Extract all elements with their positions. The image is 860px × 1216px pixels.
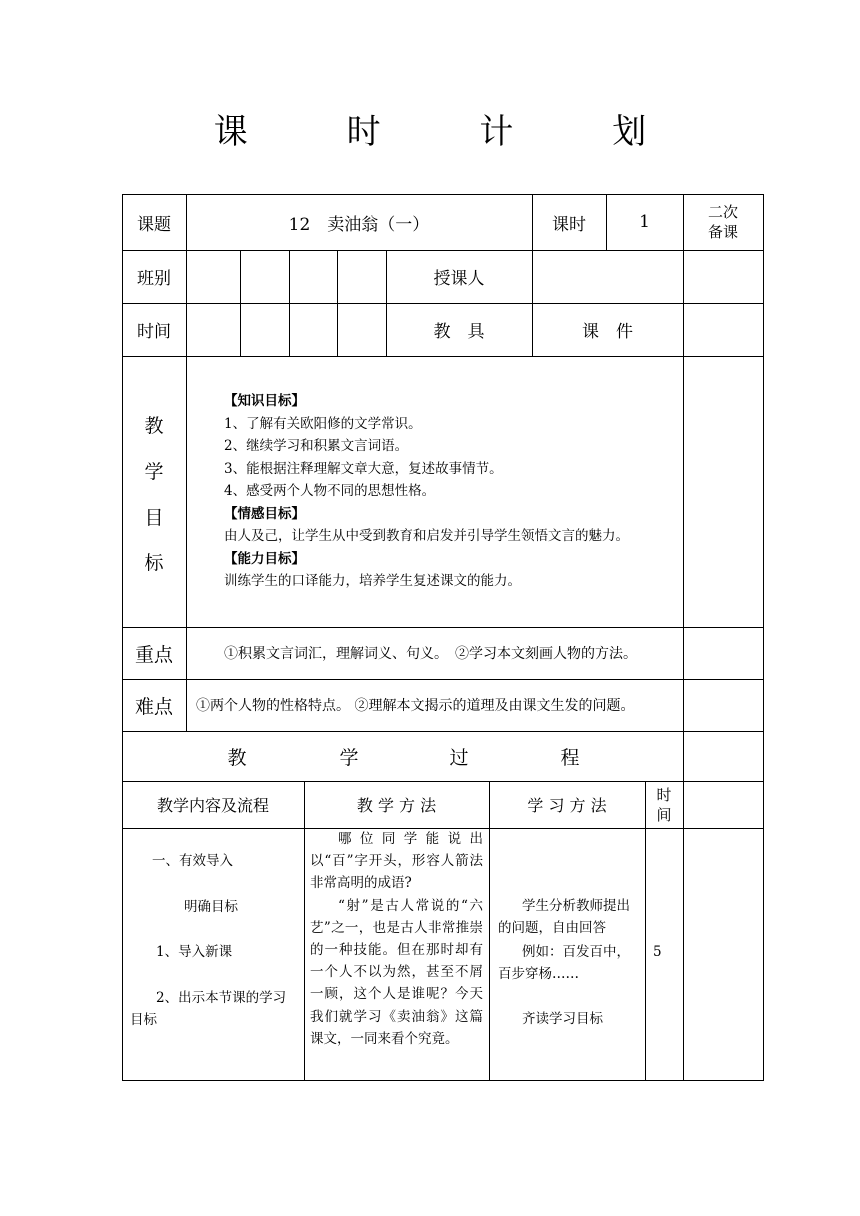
topic-label: 课题	[137, 214, 171, 235]
method-paragraph: 哪位同学能说出以“百”字开头，形容人箭法非常高明的成语?	[310, 831, 483, 892]
process-method-cell	[304, 828, 489, 1080]
period-value: 1	[639, 212, 650, 232]
second-prep-label: 二次 备课	[707, 203, 738, 241]
key-points-text: ①积累文言词汇，理解词义、句义。 ②学习本文刻画人物的方法。	[224, 646, 637, 662]
process-content-cell	[122, 828, 304, 1080]
method-paragraph: “射”是古人常说的“六艺”之一，也是古人非常推崇的一种技能。但在那时却有一个人不以为然，甚至不屑一顾，这个人是谁呢？今天我们就学习《卖油翁》这篇课文，一同来看个究竟。	[310, 897, 483, 1047]
knowledge-item: 4、感受两个人物不同的思想性格。	[224, 483, 436, 499]
tools-label: 教 具	[433, 322, 485, 342]
study-paragraph: 例如：百发百中，百步穿杨……	[498, 944, 630, 983]
key-points-label: 重点	[134, 643, 173, 666]
emotion-heading: 【情感目标】	[224, 505, 305, 522]
class-label: 班别	[137, 269, 171, 289]
col-content-header: 教学内容及流程	[156, 796, 269, 815]
difficulties-label: 难点	[134, 695, 173, 718]
col-study-header: 学 习 方 法	[527, 796, 607, 815]
courseware-label: 课 件	[582, 322, 633, 342]
list-item: 2、出示本节课的学习目标	[130, 990, 287, 1028]
study-paragraph: 齐读学习目标	[522, 1011, 603, 1027]
ability-heading: 【能力目标】	[224, 550, 305, 567]
knowledge-item: 1、了解有关欧阳修的文学常识。	[224, 415, 422, 432]
knowledge-item: 3、能根据注释理解文章大意，复述故事情节。	[224, 460, 503, 477]
period-label: 课时	[552, 214, 586, 235]
page-title: 课 时 计 划	[213, 112, 691, 152]
teacher-label: 授课人	[433, 269, 485, 289]
knowledge-item: 2、继续学习和积累文言词语。	[224, 438, 409, 454]
topic-value: 12 卖油翁（一）	[288, 214, 430, 235]
process-heading: 教 学 过 程	[227, 746, 580, 769]
emotion-text: 由人及己，让学生从中受到教育和启发并引导学生领悟文言的魅力。	[224, 528, 629, 544]
list-item: 1、导入新课	[156, 944, 233, 960]
ability-text: 训练学生的口译能力，培养学生复述课文的能力。	[224, 573, 521, 589]
process-time-value: 5	[653, 944, 662, 960]
knowledge-heading: 【知识目标】	[224, 393, 305, 409]
process-study-cell	[489, 828, 645, 1080]
difficulties-text: ①两个人物的性格特点。 ②理解本文揭示的道理及由课文生发的问题。	[196, 698, 635, 714]
col-time-header: 时 间	[656, 785, 672, 824]
time-label: 时间	[137, 322, 171, 342]
study-paragraph: 学生分析教师提出的问题，自由回答	[498, 898, 630, 937]
objectives-label: 教 学 目 标	[144, 414, 164, 574]
list-item: 一、有效导入	[152, 853, 233, 869]
col-method-header: 教 学 方 法	[356, 796, 437, 815]
objectives-content	[224, 390, 680, 593]
list-item: 明确目标	[184, 899, 238, 915]
